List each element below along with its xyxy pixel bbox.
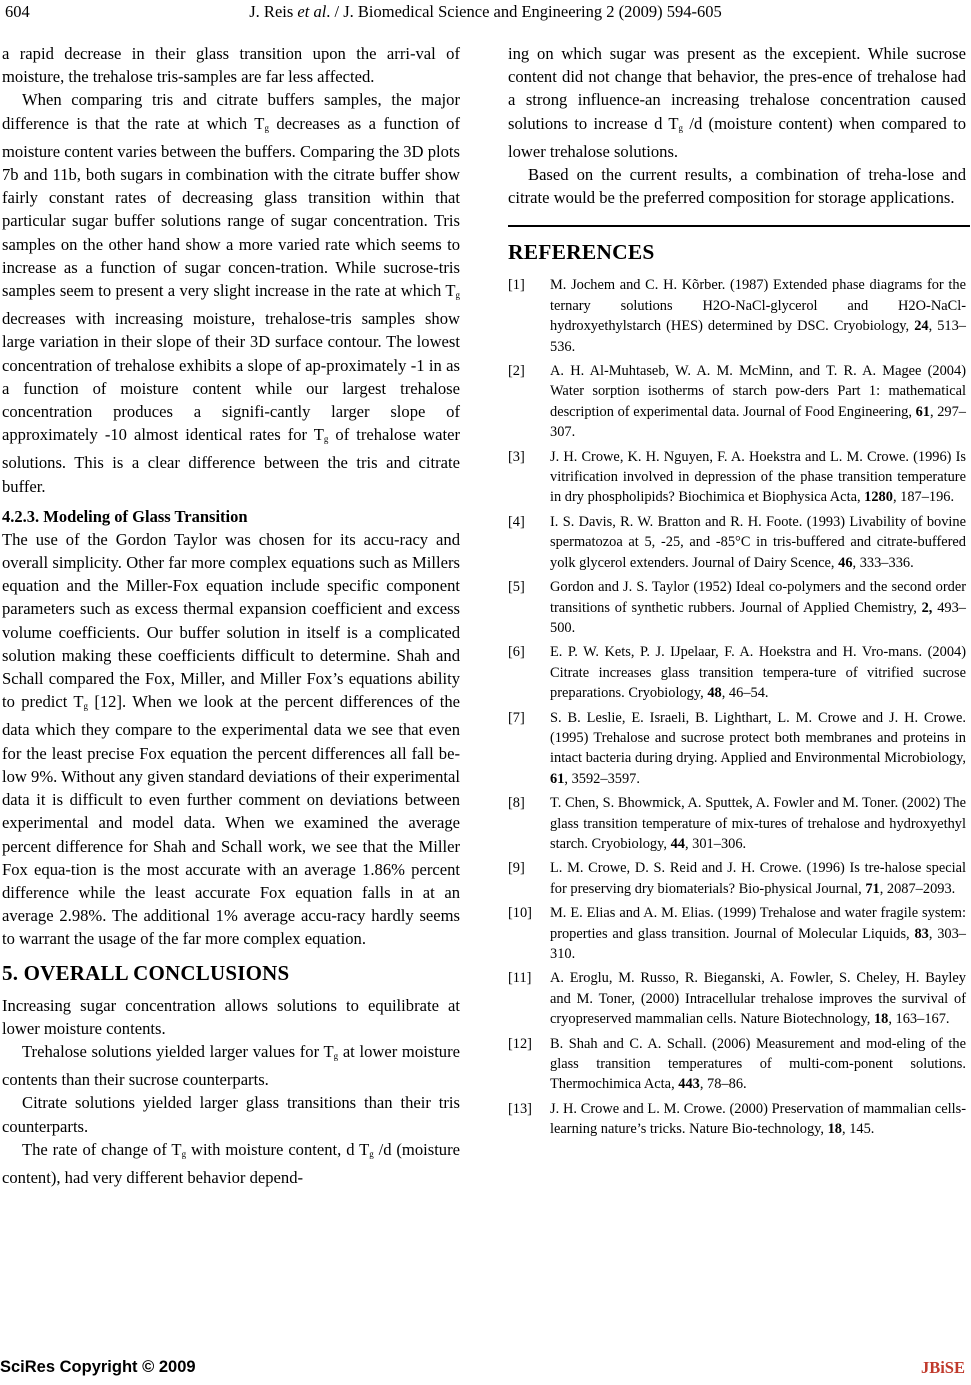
reference-number: [5]	[508, 579, 525, 596]
reference-item	[508, 512, 966, 573]
reference-number: [6]	[508, 644, 525, 661]
reference-text: J. H. Crowe, K. H. Nguyen, F. A. Hoekstra and L. M. Crowe. (1996) Is vitrification involved in depression of the phase transition temperature in dry phospholipids? Biochimica et Biophysica Acta,	[550, 448, 966, 506]
reference-pages: , 78–86.	[699, 1076, 747, 1093]
conclusion-item: Increasing sugar concentration allows solutions to equilibrate at lower moisture contents.	[2, 995, 460, 1038]
running-title-journal: . / J. Biomedical Science and Engineering 2 (2009) 594-605	[326, 2, 722, 21]
reference-item	[508, 1099, 966, 1140]
reference-volume: 71	[865, 880, 880, 897]
text-run: [12]. When we look at the percent differences of the data which they compare to the experimental data we see that even for the least precise Fox equation the percent differences all fall be-low 9%. Without any given standard deviations of their experimental data it is difficult to even further comment on deviations between experimental and model data. When we examined the average percent difference for Shah and Schall work, we see that the Miller Fox equa-tion is the most accurate with an average 1.86% percent difference while the least accurate Fox equation falls in at an average 2.98%. The additional 1% average accu-racy hardly seems to warrant the usage of the far more complex equation.	[2, 692, 461, 949]
reference-text: L. M. Crowe, D. S. Reid and J. H. Crowe. (1996) Is tre-halose special for preserving dry biomaterials? Bio-physical Journal,	[550, 860, 966, 897]
reference-item	[508, 968, 966, 1029]
reference-text: A. Eroglu, M. Russo, R. Bieganski, A. Fowler, S. Cheley, H. Bayley and M. Toner, (2000) Intracellular trehalose improves the survival of cryopreserved mammalian cells. Nature Biotechnology,	[550, 970, 966, 1028]
reference-number: [3]	[508, 448, 525, 465]
paragraph: Based on the current results, a combination of treha-lose and citrate would be the preferred composition for storage applications.	[508, 165, 966, 208]
reference-item	[508, 361, 966, 443]
reference-text: J. H. Crowe and L. M. Crowe. (2000) Preservation of mammalian cells-learning nature’s tricks. Nature Bio-technology,	[550, 1100, 966, 1138]
conclusion-item	[2, 1138, 460, 1189]
reference-item	[508, 903, 966, 964]
reference-pages: 493–500.	[550, 599, 966, 636]
page-footer	[0, 1358, 971, 1382]
text-run: When comparing tris and citrate buffers samples, the major difference is that the rate at which T	[2, 90, 460, 133]
reference-pages: , 3592–3597.	[564, 770, 640, 787]
text-run: The use of the Gordon Taylor was chosen for its accu-racy and overall simplicity. Other far more complex equations such as Millers equation and the Miller-Fox equation include specific component parameters such as excess thermal expansion coefficient and excess volume coefficients. Our buffer solution in itself is a complicated solution making these coefficients difficult to determine. Shah and Schall compared the Fox, Miller, and Miller Fox’s equations ability to predict T	[2, 529, 460, 712]
reference-pages: , 297–307.	[550, 403, 967, 441]
reference-volume: 2,	[921, 599, 933, 616]
reference-pages: , 301–306.	[684, 835, 747, 852]
reference-volume: 18	[827, 1121, 842, 1138]
reference-list	[508, 275, 966, 1139]
text-run: Trehalose solutions yielded larger values for T	[22, 1041, 334, 1061]
journal-abbreviation: JBiSE	[920, 1358, 965, 1377]
reference-pages: , 333–336.	[852, 554, 914, 571]
reference-item	[508, 447, 966, 508]
reference-item	[508, 642, 966, 703]
text-run: The rate of change of T	[22, 1139, 182, 1159]
reference-item	[508, 708, 966, 790]
section-heading: 5. OVERALL CONCLUSIONS	[2, 960, 290, 985]
reference-number: [12]	[508, 1035, 532, 1052]
running-title-authors: J. Reis	[249, 2, 298, 21]
paragraph-modeling	[2, 528, 460, 951]
reference-volume: 48	[707, 685, 722, 702]
reference-item	[508, 1034, 966, 1095]
reference-volume: 61	[915, 403, 930, 420]
text-run: at lower moisture contents than their sucrose counterparts.	[2, 1041, 460, 1090]
reference-item	[508, 793, 966, 854]
left-column	[2, 42, 460, 1189]
reference-number: [9]	[508, 860, 525, 877]
reference-pages: , 145.	[842, 1121, 875, 1138]
text-run: ing on which sugar was present as the excepient. While sucrose content did not change that behavior, the pres-ence of trehalose had a strong influence-an increasing trehalose concentration caused solutions to increase d T	[508, 44, 966, 133]
reference-text: I. S. Davis, R. W. Bratton and R. H. Foote. (1993) Livability of bovine spermatozoa at 5, -25, and -85°C in tris-buffered and citrate-buffered yolk glycerol extenders. Journal of Dairy Scence,	[550, 513, 966, 571]
reference-number: [8]	[508, 795, 525, 812]
reference-text: M. Jochem and C. H. Kõrber. (1987) Extended phase diagrams for the ternary solutions H2O-NaCl-glycerol and H2O-NaCl-hydroxyethylstarch (HES) determined by DSC. Cryobiology,	[550, 277, 966, 335]
reference-volume: 44	[670, 835, 685, 852]
subscript: g	[181, 1148, 187, 1159]
reference-text: B. Shah and C. A. Schall. (2006) Measurement and mod-eling of the glass transition temperatures of multi-com-ponent solutions. Thermochimica Acta,	[550, 1035, 966, 1093]
reference-text: T. Chen, S. Bhowmick, A. Sputtek, A. Fowler and M. Toner. (2002) The glass transition temperature of mix-tures of trehalose and hydroxyethyl starch. Cryobiology,	[550, 795, 966, 852]
subscript: g	[369, 1148, 374, 1159]
reference-item	[508, 858, 966, 899]
reference-volume: 61	[550, 770, 565, 787]
references-heading: REFERENCES	[508, 240, 655, 265]
reference-number: [1]	[508, 277, 525, 294]
reference-volume: 1280	[864, 489, 893, 506]
reference-volume: 83	[914, 925, 929, 942]
reference-text: Gordon and J. S. Taylor (1952) Ideal co-polymers and the second order transitions of synthetic rubbers. Journal of Applied Chemistry,	[550, 579, 966, 616]
subsection-heading: 4.2.3. Modeling of Glass Transition	[2, 506, 248, 526]
text-run: /d (moisture content), had very different behavior depend-	[2, 1139, 460, 1187]
reference-pages: , 46–54.	[721, 685, 769, 702]
text-run: with moisture content, d T	[186, 1139, 370, 1159]
reference-item	[508, 577, 966, 638]
reference-text: M. E. Elias and A. M. Elias. (1999) Trehalose and water fragile system: properties and glass transition. Journal of Molecular Liquids,	[550, 905, 966, 942]
reference-item	[508, 275, 966, 357]
reference-text: A. H. Al-Muhtaseb, W. A. M. McMinn, and T. R. A. Magee (2004) Water sorption isotherms of starch pow-ders Part 1: mathematical description of experimental data. Journal of Food Engineering,	[550, 363, 966, 420]
reference-pages: , 187–196.	[892, 489, 955, 506]
reference-number: [10]	[508, 905, 532, 922]
subscript: g	[264, 122, 269, 133]
reference-pages: , 163–167.	[888, 1011, 950, 1028]
section-divider	[508, 225, 970, 227]
conclusion-item	[2, 1040, 460, 1091]
reference-volume: 18	[873, 1011, 889, 1028]
text-run: decreases as a function of moisture content varies between the buffers. Comparing the 3D plots 7b and 11b, both sugars in combination with the citrate buffer show fairly constant rates of decreasing glass transition within that particular sugar buffer solutions range of sugar concentration. Tris samples on the other hand show a more varied rate which seems to increase as a function of sugar concen-tration. While sucrose-tris samples seem to present a very slight increase in the rate at which T	[2, 113, 461, 301]
text-run: decreases with increasing moisture, trehalose-tris samples show large variation in their slope of their 3D surface contour. The lowest concentration of trehalose exhibits a slope of ap-proximately -1 in as a function of moisture content while our largest trehalose concentration produces a signifi-cantly larger slope of approximately -10 almost identical rates for T	[2, 309, 460, 445]
reference-number: [11]	[508, 970, 532, 987]
subscript: g	[323, 434, 329, 445]
running-title-etal: et al	[297, 2, 327, 21]
reference-number: [13]	[508, 1100, 532, 1117]
reference-number: [4]	[508, 513, 525, 530]
text-run: /d (moisture content) when compared to lower trehalose solutions.	[508, 113, 967, 161]
paragraph-buffers-comparison	[2, 88, 460, 497]
conclusion-item: Citrate solutions yielded larger glass transitions than their tris counterparts.	[2, 1093, 460, 1136]
text-run: of trehalose water solutions. This is a clear difference between the tris and citrate buffer.	[2, 425, 460, 496]
page-number: 604	[5, 2, 30, 21]
subscript: g	[455, 290, 460, 301]
subscript: g	[83, 701, 89, 712]
reference-text: S. B. Leslie, E. Israeli, B. Lighthart, L. M. Crowe and J. H. Crowe. (1995) Trehalose and sucrose protect both membranes and proteins in intact bacteria during drying. Applied and Environmental Microbiology,	[550, 709, 966, 767]
reference-pages: , 2087–2093.	[879, 880, 956, 897]
reference-volume: 24	[914, 318, 929, 335]
paragraph: a rapid decrease in their glass transition upon the arri-val of moisture, the trehalose tris-samples are far less affected.	[2, 44, 460, 87]
running-title	[0, 1, 971, 23]
reference-pages: , 513–536.	[550, 318, 966, 355]
reference-pages: , 303–310.	[550, 925, 966, 963]
reference-number: [2]	[508, 363, 525, 380]
running-header	[0, 0, 971, 24]
reference-text: E. P. W. Kets, P. J. IJpelaar, F. A. Hoekstra and H. Vro-mans. (2004) Citrate increases glass transition tempera-ture of vitrified sucrose preparations. Cryobiology,	[550, 644, 966, 702]
right-column	[508, 42, 966, 1144]
reference-volume: 443	[678, 1076, 700, 1093]
paragraph	[508, 42, 966, 163]
subscript: g	[333, 1050, 339, 1061]
reference-volume: 46	[838, 554, 853, 571]
reference-number: [7]	[508, 709, 525, 726]
copyright-notice: SciRes Copyright © 2009	[0, 1358, 196, 1376]
subscript: g	[678, 122, 684, 133]
